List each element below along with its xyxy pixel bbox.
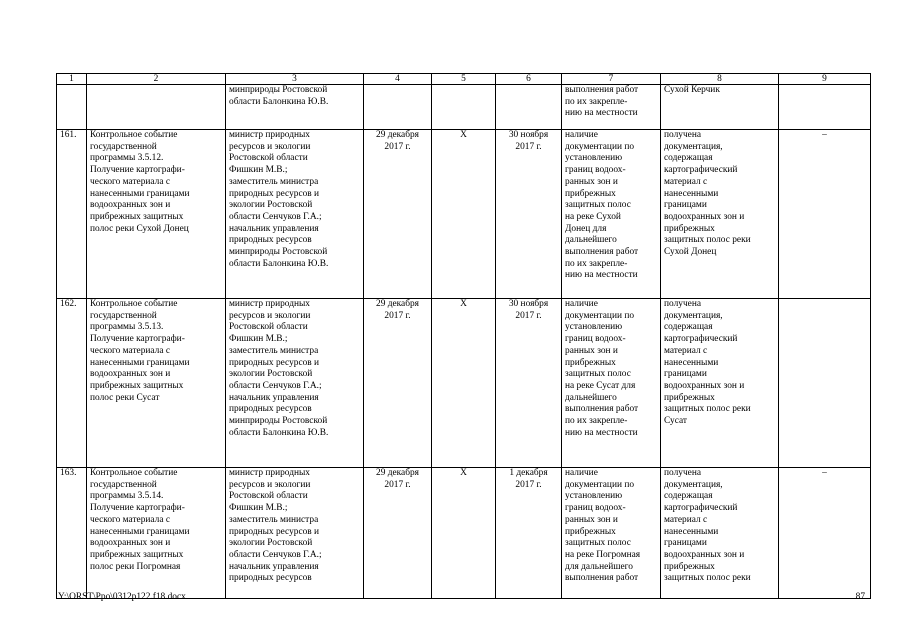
- responsible-persons-cell: министр природных ресурсов и экологии Ростовской области Фишкин М.В.; заместитель министра природных ресурсов и экологии Ростовской области Сенчуков Г.А.; начальник управления природных ресурсов минприроды Ростовской области Балонкина Ю.В.: [226, 299, 364, 468]
- note-cell: –: [779, 130, 871, 299]
- actual-date-cell: 30 ноября 2017 г.: [496, 130, 562, 299]
- event-name-cell: Контрольное событие государственной программы 3.5.14. Получение картографи- ческого материала с нанесенными границами водоохранных зон и прибрежных защитных полос реки Погромная: [87, 468, 226, 599]
- header-row: [57, 74, 871, 85]
- responsible-persons-cell: министр природных ресурсов и экологии Ростовской области Фишкин М.В.; заместитель министра природных ресурсов и экологии Ростовской области Сенчуков Г.А.; начальник управления природных ресурсов минприроды Ростовской области Балонкина Ю.В.: [226, 130, 364, 299]
- row-number-cell: 161.: [57, 130, 87, 299]
- expected-result-cell: наличие документации по установлению границ водоох- ранных зон и прибрежных защитных полос на реке Сухой Донец для дальнейшего выполнения работ по их закрепле- нию на местности: [562, 130, 661, 299]
- expected-result-cell: выполнения работ по их закрепле- нию на местности: [562, 85, 661, 130]
- table-row: [57, 130, 871, 299]
- event-name-cell: Контрольное событие государственной программы 3.5.13. Получение картографи- ческого материала с нанесенными границами водоохранных зон и прибрежных защитных полос реки Сусат: [87, 299, 226, 468]
- actual-result-cell: получена документация, содержащая картографический материал с нанесенными границами водоохранных зон и прибрежных защитных полос реки Сухой Донец: [661, 130, 779, 299]
- column-header: 6: [496, 74, 562, 85]
- actual-date-cell: 30 ноября 2017 г.: [496, 299, 562, 468]
- actual-result-cell: получена документация, содержащая картографический материал с нанесенными границами водоохранных зон и прибрежных защитных полос реки: [661, 468, 779, 599]
- note-cell: [779, 85, 871, 130]
- actual-date-cell: [496, 85, 562, 130]
- column-header: 8: [661, 74, 779, 85]
- event-name-cell: Контрольное событие государственной программы 3.5.12. Получение картографи- ческого материала с нанесенными границами водоохранных зон и прибрежных защитных полос реки Сухой Донец: [87, 130, 226, 299]
- page-number: 87: [855, 592, 865, 602]
- status-mark-cell: X: [432, 299, 496, 468]
- planned-date-cell: [364, 85, 432, 130]
- expected-result-cell: наличие документации по установлению границ водоох- ранных зон и прибрежных защитных полос на реке Сусат для дальнейшего выполнения работ по их закрепле- нию на местности: [562, 299, 661, 468]
- planned-date-cell: 29 декабря 2017 г.: [364, 468, 432, 599]
- event-name-cell: [87, 85, 226, 130]
- row-number-cell: 163.: [57, 468, 87, 599]
- actual-result-cell: Сухой Керчик: [661, 85, 779, 130]
- actual-result-cell: получена документация, содержащая картографический материал с нанесенными границами водоохранных зон и прибрежных защитных полос реки Сусат: [661, 299, 779, 468]
- column-header: 4: [364, 74, 432, 85]
- column-header: 1: [57, 74, 87, 85]
- column-header: 5: [432, 74, 496, 85]
- column-header: 7: [562, 74, 661, 85]
- table-body: [57, 74, 871, 599]
- responsible-persons-cell: министр природных ресурсов и экологии Ростовской области Фишкин М.В.; заместитель министра природных ресурсов и экологии Ростовской области Сенчуков Г.А.; начальник управления природных ресурсов: [226, 468, 364, 599]
- table-row: [57, 299, 871, 468]
- expected-result-cell: наличие документации по установлению границ водоох- ранных зон и прибрежных защитных полос на реке Погромная для дальнейшего выполнения работ: [562, 468, 661, 599]
- column-header: 2: [87, 74, 226, 85]
- status-mark-cell: X: [432, 468, 496, 599]
- status-mark-cell: [432, 85, 496, 130]
- column-header: 9: [779, 74, 871, 85]
- row-number-cell: [57, 85, 87, 130]
- responsible-persons-cell: минприроды Ростовской области Балонкина Ю.В.: [226, 85, 364, 130]
- note-cell: [779, 299, 871, 468]
- note-cell: –: [779, 468, 871, 599]
- table-row: [57, 85, 871, 130]
- actual-date-cell: 1 декабря 2017 г.: [496, 468, 562, 599]
- column-header: 3: [226, 74, 364, 85]
- status-mark-cell: X: [432, 130, 496, 299]
- planned-date-cell: 29 декабря 2017 г.: [364, 299, 432, 468]
- planned-date-cell: 29 декабря 2017 г.: [364, 130, 432, 299]
- row-number-cell: 162.: [57, 299, 87, 468]
- table-row: [57, 468, 871, 599]
- footer-file-path: Y:\ORST\Ppo\0312p122.f18.docx: [58, 592, 186, 602]
- plan-table: [56, 73, 871, 599]
